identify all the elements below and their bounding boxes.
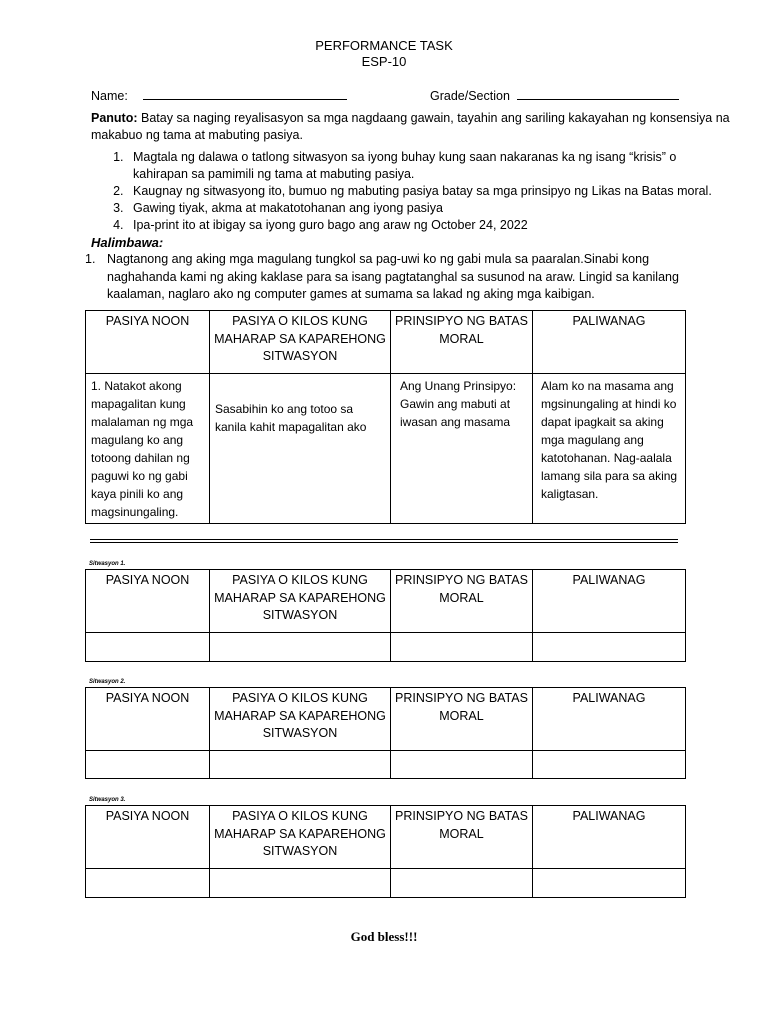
instructions-line-1 <box>91 110 730 127</box>
example-number: 1. <box>85 252 96 266</box>
answer-cell[interactable] <box>391 633 533 662</box>
column-header: PRINSIPYO NG BATAS MORAL <box>391 311 533 374</box>
name-field-row <box>91 88 347 103</box>
column-header: PASIYA O KILOS KUNG MAHARAP SA KAPAREHONG SITWASYON <box>210 311 391 374</box>
step-item: 4. Ipa-print ito at ibigay sa iyong guro bago ang araw ng October 24, 2022 <box>127 217 727 234</box>
separator-line <box>90 542 678 543</box>
name-blank[interactable] <box>143 88 347 100</box>
answer-cell[interactable] <box>533 869 686 898</box>
answer-cell[interactable] <box>391 751 533 779</box>
example-cell-paliwanag: Alam ko na masama ang mgsinungaling at hindi ko dapat ipagkait sa aking mga magulang ang katotohanan. Nag-aalala lamang sila para sa aking kaligtasan. <box>533 374 686 524</box>
column-header: PASIYA NOON <box>86 688 210 751</box>
column-header: PRINSIPYO NG BATAS MORAL <box>391 688 533 751</box>
situation-table-1 <box>85 569 686 662</box>
column-header: PALIWANAG <box>533 806 686 869</box>
separator-line <box>90 539 678 540</box>
title-line-1: PERFORMANCE TASK <box>315 38 453 53</box>
step-item: 3. Gawing tiyak, akma at makatotohanan ang iyong pasiya <box>127 200 727 217</box>
instructions-text-1: Batay sa naging reyalisasyon sa mga nagdaang gawain, tayahin ang sariling kakayahan ng konsensiya na <box>141 111 730 125</box>
answer-cell[interactable] <box>533 751 686 779</box>
document-title <box>0 38 768 70</box>
example-label: Halimbawa: <box>91 235 164 250</box>
column-header: PASIYA O KILOS KUNG MAHARAP SA KAPAREHONG SITWASYON <box>210 806 391 869</box>
column-header: PASIYA NOON <box>86 311 210 374</box>
answer-cell[interactable] <box>391 869 533 898</box>
answer-cell[interactable] <box>86 633 210 662</box>
example-cell-pasiya-kilos: Sasabihin ko ang totoo sa kanila kahit mapagalitan ako <box>210 374 391 524</box>
step-item: 1. Magtala ng dalawa o tatlong sitwasyon sa iyong buhay kung saan nakaranas ka ng isang “krisis” o kahirapan sa pamimili ng tama at mabuting pasiya. <box>127 149 727 183</box>
column-header: PALIWANAG <box>533 311 686 374</box>
situation-label: Sitwasyon 3. <box>89 797 126 803</box>
answer-cell[interactable] <box>533 633 686 662</box>
example-cell-pasiya-noon: 1. Natakot akong mapagalitan kung malalaman ng mga magulang ko ang totoong dahilan ng paguwi ko ng gabi kaya pinili ko ang magsinungaling. <box>86 374 210 524</box>
situation-label: Sitwasyon 1. <box>89 561 126 567</box>
column-header: PRINSIPYO NG BATAS MORAL <box>391 806 533 869</box>
column-header: PALIWANAG <box>533 688 686 751</box>
column-header: PASIYA NOON <box>86 570 210 633</box>
example-text: Nagtanong ang aking mga magulang tungkol sa pag-uwi ko ng gabi mula sa paaralan.Sinabi kong naghahanda kami ng aking kaklase para sa isang pagtatanghal sa susunod na araw. Lingid sa kanilang kaalaman, naglaro ako ng computer games at sumama sa lakad ng aking mga kaibigan. <box>107 252 679 301</box>
title-line-2: ESP-10 <box>361 54 407 69</box>
answer-cell[interactable] <box>86 869 210 898</box>
instructions-text-2: makabuo ng tama at mabuting pasiya. <box>91 128 303 142</box>
situation-label: Sitwasyon 2. <box>89 679 126 685</box>
situation-table-2 <box>85 687 686 779</box>
footer-blessing: God bless!!! <box>350 929 418 944</box>
column-header: PRINSIPYO NG BATAS MORAL <box>391 570 533 633</box>
column-header: PALIWANAG <box>533 570 686 633</box>
grade-field-row <box>430 88 679 103</box>
instructions-label: Panuto: <box>91 111 138 125</box>
answer-cell[interactable] <box>210 633 391 662</box>
column-header: PASIYA O KILOS KUNG MAHARAP SA KAPAREHONG SITWASYON <box>210 688 391 751</box>
column-header: PASIYA O KILOS KUNG MAHARAP SA KAPAREHONG SITWASYON <box>210 570 391 633</box>
example-table <box>85 310 686 524</box>
grade-section-blank[interactable] <box>517 88 679 100</box>
answer-cell[interactable] <box>210 751 391 779</box>
column-header: PASIYA NOON <box>86 806 210 869</box>
step-item: 2. Kaugnay ng sitwasyong ito, bumuo ng mabuting pasiya batay sa mga prinsipyo ng Likas na Batas moral. <box>127 183 727 200</box>
situation-table-3 <box>85 805 686 898</box>
instructions-steps <box>87 149 727 234</box>
answer-cell[interactable] <box>210 869 391 898</box>
grade-section-label: Grade/Section <box>430 89 510 103</box>
name-label: Name: <box>91 89 128 103</box>
answer-cell[interactable] <box>86 751 210 779</box>
example-cell-prinsipyo: Ang Unang Prinsipyo: Gawin ang mabuti at iwasan ang masama <box>391 374 533 524</box>
